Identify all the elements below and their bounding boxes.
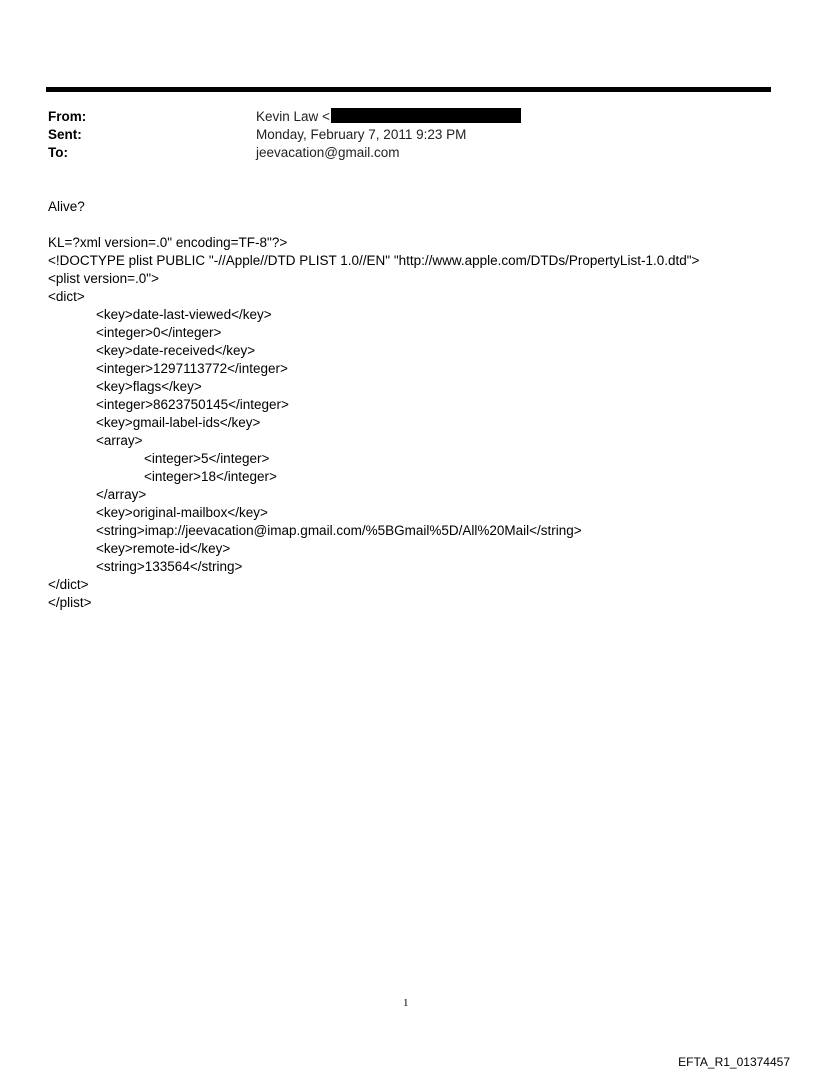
plist-line: <dict> bbox=[48, 289, 85, 304]
plist-line: <plist version=.0"> bbox=[48, 271, 159, 286]
plist-line: <key>date-received</key> bbox=[96, 343, 256, 358]
header-divider bbox=[46, 87, 771, 92]
plist-line: <key>remote-id</key> bbox=[96, 541, 231, 556]
plist-line: <integer>8623750145</integer> bbox=[96, 397, 289, 412]
page-number: 1 bbox=[403, 997, 409, 1009]
plist-line: <string>imap://jeevacation@imap.gmail.com/%5BGmail%5D/All%20Mail</string> bbox=[96, 523, 582, 538]
plist-line: </dict> bbox=[48, 577, 89, 592]
greeting: Alive? bbox=[48, 199, 85, 214]
plist-line: KL=?xml version=.0" encoding=TF-8"?> bbox=[48, 235, 288, 250]
plist-line: <key>gmail-label-ids</key> bbox=[96, 415, 261, 430]
sent-label: Sent: bbox=[48, 127, 82, 142]
from-label: From: bbox=[48, 109, 87, 124]
plist-line: <integer>18</integer> bbox=[144, 469, 277, 484]
plist-line: <integer>1297113772</integer> bbox=[96, 361, 288, 376]
plist-line: </plist> bbox=[48, 595, 92, 610]
from-name: Kevin Law < bbox=[256, 109, 330, 124]
plist-line: <!DOCTYPE plist PUBLIC "-//Apple//DTD PLIST 1.0//EN" "http://www.apple.com/DTDs/PropertyList-1.0.dtd"> bbox=[48, 253, 700, 268]
plist-body bbox=[48, 234, 699, 612]
plist-line: </array> bbox=[96, 487, 147, 502]
redaction-block bbox=[331, 108, 521, 123]
document-id: EFTA_R1_01374457 bbox=[678, 1055, 790, 1069]
plist-line: <key>date-last-viewed</key> bbox=[96, 307, 272, 322]
plist-line: <array> bbox=[96, 433, 143, 448]
plist-line: <key>original-mailbox</key> bbox=[96, 505, 268, 520]
plist-line: <key>flags</key> bbox=[96, 379, 202, 394]
plist-line: <integer>5</integer> bbox=[144, 451, 270, 466]
plist-line: <string>133564</string> bbox=[96, 559, 243, 574]
from-value bbox=[256, 108, 521, 126]
sent-value: Monday, February 7, 2011 9:23 PM bbox=[256, 127, 467, 142]
to-label: To: bbox=[48, 145, 68, 160]
to-value: jeevacation@gmail.com bbox=[256, 145, 400, 160]
plist-line: <integer>0</integer> bbox=[96, 325, 222, 340]
